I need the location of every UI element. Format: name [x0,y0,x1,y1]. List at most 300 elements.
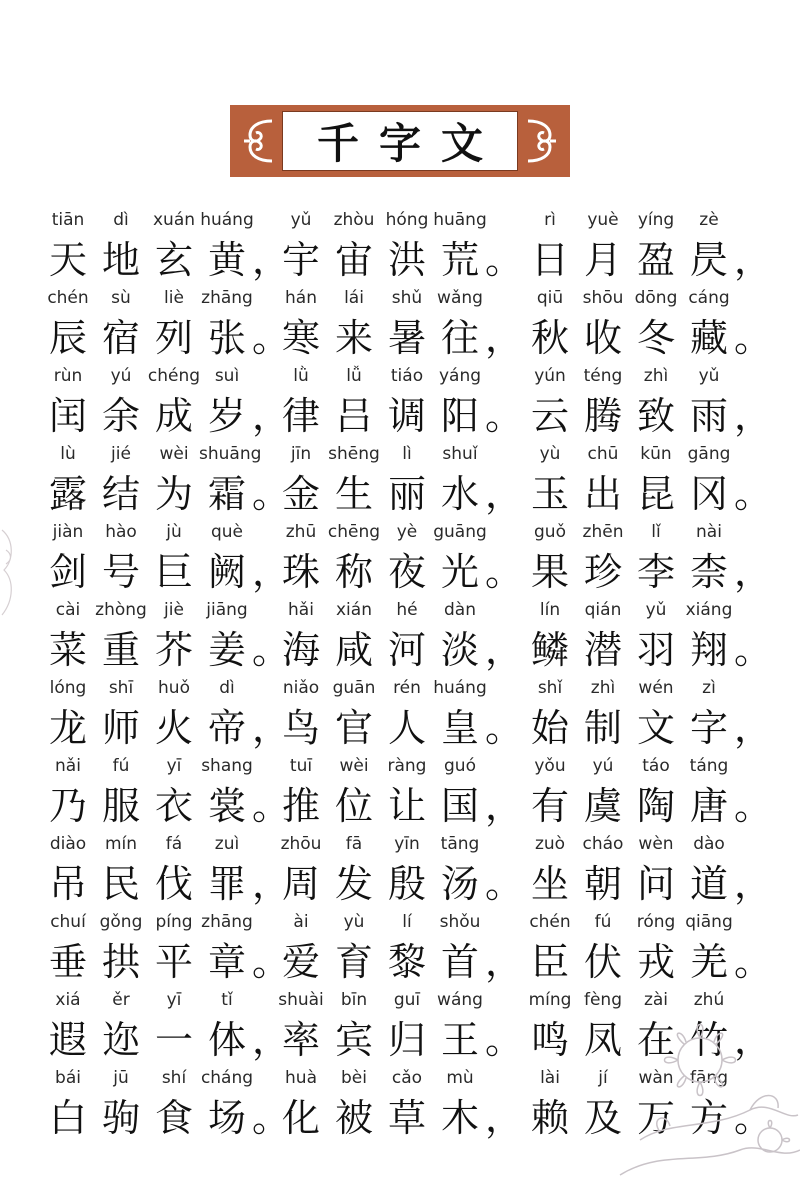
title-frame [282,111,518,171]
verse-phrase [277,366,524,444]
pinyin: míng [528,990,572,1010]
verse-phrase [277,834,524,912]
hanzi-character: 重 [101,628,140,672]
pinyin: fāng [690,1068,728,1088]
hanzi-character: 河 [387,628,426,672]
pinyin: yú [110,366,132,386]
hanzi-character: 丽 [387,472,426,516]
pinyin: nài [696,522,722,542]
hanzi-character: 冬 [636,316,675,360]
pinyin: jīn [290,444,312,464]
pinyin: yī [166,756,182,776]
pinyin: suì [214,366,240,386]
punctuation: 。 [734,940,773,984]
pinyin: chén [47,288,89,308]
pinyin: yú [592,756,614,776]
hanzi-character: 育 [334,940,373,984]
hanzi-character: 潜 [583,628,622,672]
pinyin: jū [113,1068,129,1088]
hanzi-character: 剑 [48,550,87,594]
hanzi-character: 汤 [440,862,479,906]
hanzi-character: 鳞 [530,628,569,672]
hanzi-character: 发 [334,862,373,906]
pinyin: yè [396,522,418,542]
pinyin: zhú [693,990,725,1010]
hanzi-character: 朝 [583,862,622,906]
hanzi-character: 辰 [48,316,87,360]
pinyin: xiá [55,990,81,1010]
pinyin: xián [336,600,372,620]
pinyin: dōng [634,288,678,308]
hanzi-character: 张 [207,316,246,360]
hanzi-character: 让 [387,784,426,828]
hanzi-character: 宇 [281,238,320,282]
pinyin: chuí [50,912,86,932]
verse-phrase [44,444,291,522]
pinyin: shǒu [439,912,481,932]
pinyin: kūn [640,444,672,464]
hanzi-character: 月 [583,238,622,282]
verse-line [0,834,800,912]
hanzi-character: 白 [48,1096,87,1140]
hanzi-character: 寒 [281,316,320,360]
pinyin: niǎo [282,678,320,698]
pinyin: ài [293,912,309,932]
hanzi-character: 果 [530,550,569,594]
hanzi-character: 吕 [334,394,373,438]
hanzi-character: 姜 [207,628,246,672]
pinyin: gǒng [99,912,143,932]
hanzi-character: 唐 [689,784,728,828]
hanzi-character: 淡 [440,628,479,672]
hanzi-character: 在 [636,1018,675,1062]
hanzi-character: 竹 [689,1018,728,1062]
hanzi-character: 裳 [207,784,246,828]
verse-phrase [526,210,773,288]
verse-phrase [526,678,773,756]
pinyin: zuò [534,834,566,854]
hanzi-character: 臣 [530,940,569,984]
hanzi-character: 称 [334,550,373,594]
hanzi-character: 洪 [387,238,426,282]
verse-line [0,912,800,990]
verse-phrase [277,444,524,522]
hanzi-character: 字 [689,706,728,750]
pinyin: shuài [278,990,324,1010]
pinyin: guǒ [534,522,566,542]
hanzi-character: 被 [334,1096,373,1140]
verse-phrase [526,912,773,990]
pinyin: zhì [643,366,669,386]
pinyin: wǎng [437,288,483,308]
hanzi-character: 宾 [334,1018,373,1062]
pinyin: dì [113,210,129,230]
pinyin: jiāng [206,600,248,620]
hanzi-character: 玉 [530,472,569,516]
hanzi-character: 光 [440,550,479,594]
hanzi-character: 伐 [154,862,193,906]
pinyin: yǔ [698,366,720,386]
hanzi-character: 民 [101,862,140,906]
pinyin: yíng [637,210,675,230]
pinyin: jié [111,444,131,464]
hanzi-character: 羌 [689,940,728,984]
pinyin: sù [111,288,131,308]
hanzi-character: 水 [440,472,479,516]
pinyin: ěr [112,990,130,1010]
pinyin: què [210,522,244,542]
hanzi-character: 食 [154,1096,193,1140]
punctuation: ， [252,550,291,594]
pinyin: lí [402,912,412,932]
verse-line [0,210,800,288]
pinyin: píng [155,912,193,932]
hanzi-character: 首 [440,940,479,984]
pinyin: tuī [289,756,313,776]
hanzi-character: 虞 [583,784,622,828]
punctuation: ， [485,1096,524,1140]
hanzi-character: 位 [334,784,373,828]
pinyin: cǎo [391,1068,423,1088]
hanzi-character: 调 [387,394,426,438]
pinyin: hán [285,288,317,308]
hanzi-character: 道 [689,862,728,906]
pinyin: fā [345,834,363,854]
hanzi-character: 菜 [48,628,87,672]
verse-phrase [44,366,291,444]
pinyin: táo [642,756,670,776]
pinyin: zì [702,678,716,698]
hanzi-character: 服 [101,784,140,828]
hanzi-character: 李 [636,550,675,594]
verse-line [0,288,800,366]
pinyin: qián [584,600,622,620]
hanzi-character: 推 [281,784,320,828]
punctuation: ， [734,238,773,282]
hanzi-character: 坐 [530,862,569,906]
pinyin: mù [446,1068,474,1088]
verse-phrase [277,756,524,834]
pinyin: liè [164,288,184,308]
hanzi-character: 拱 [101,940,140,984]
hanzi-character: 赖 [530,1096,569,1140]
hanzi-character: 遐 [48,1018,87,1062]
pinyin: dàn [444,600,476,620]
verse-phrase [277,288,524,366]
hanzi-character: 体 [207,1018,246,1062]
pinyin: jiàn [52,522,84,542]
hanzi-character: 律 [281,394,320,438]
hanzi-character: 宙 [334,238,373,282]
hanzi-character: 鸣 [530,1018,569,1062]
punctuation: ， [252,394,291,438]
pinyin: yù [343,912,365,932]
verse-line [0,522,800,600]
hanzi-character: 爱 [281,940,320,984]
punctuation: ， [734,394,773,438]
pinyin: wèi [159,444,189,464]
punctuation: ， [734,550,773,594]
pinyin: xuán [152,210,196,230]
pinyin: jiè [164,600,184,620]
hanzi-character: 周 [281,862,320,906]
hanzi-character: 木 [440,1096,479,1140]
punctuation: ， [252,1018,291,1062]
verse-phrase [277,990,524,1068]
punctuation: 。 [734,1096,773,1140]
verse-line [0,756,800,834]
hanzi-character: 珍 [583,550,622,594]
hanzi-character: 制 [583,706,622,750]
pinyin: zhòu [333,210,375,230]
punctuation: 。 [252,472,291,516]
pinyin: lì [402,444,412,464]
pinyin: shuāng [199,444,262,464]
pinyin: tiáo [390,366,424,386]
page-title: 千字文 [316,119,503,168]
hanzi-character: 方 [689,1096,728,1140]
pinyin: guó [444,756,476,776]
hanzi-character: 出 [583,472,622,516]
pinyin: diào [49,834,87,854]
hanzi-character: 始 [530,706,569,750]
pinyin: cháo [582,834,624,854]
hanzi-character: 国 [440,784,479,828]
hanzi-character: 伏 [583,940,622,984]
pinyin: dì [219,678,235,698]
punctuation: 。 [485,550,524,594]
pinyin: fú [112,756,130,776]
hanzi-character: 往 [440,316,479,360]
pinyin: shí [161,1068,187,1088]
hanzi-character: 云 [530,394,569,438]
pinyin: tāng [440,834,480,854]
hanzi-character: 玄 [154,238,193,282]
hanzi-character: 陶 [636,784,675,828]
verse-line [0,990,800,1068]
pinyin: wèi [339,756,369,776]
hanzi-character: 驹 [101,1096,140,1140]
hanzi-character: 文 [636,706,675,750]
pinyin: zuì [214,834,240,854]
verse-phrase [526,990,773,1068]
punctuation: 。 [734,472,773,516]
verse-phrase [526,444,773,522]
verse-phrase [526,756,773,834]
pinyin: shǔ [391,288,423,308]
verse-phrase [526,288,773,366]
punctuation: 。 [485,706,524,750]
hanzi-character: 地 [101,238,140,282]
punctuation: ， [734,1018,773,1062]
pinyin: shī [108,678,134,698]
hanzi-character: 王 [440,1018,479,1062]
pinyin: fèng [583,990,622,1010]
pinyin: zhū [285,522,317,542]
pinyin: qiū [536,288,564,308]
punctuation: 。 [485,394,524,438]
hanzi-character: 皇 [440,706,479,750]
hanzi-character: 平 [154,940,193,984]
hanzi-character: 秋 [530,316,569,360]
pinyin: jí [598,1068,608,1088]
hanzi-character: 列 [154,316,193,360]
pinyin: shōu [582,288,624,308]
hanzi-character: 化 [281,1096,320,1140]
punctuation: ， [252,706,291,750]
pinyin: yīn [394,834,420,854]
hanzi-character: 鸟 [281,706,320,750]
punctuation: ， [485,784,524,828]
pinyin: zhēn [582,522,624,542]
pinyin: guāng [433,522,487,542]
hanzi-character: 龙 [48,706,87,750]
hanzi-character: 帝 [207,706,246,750]
pinyin: lǜ [293,366,309,386]
hanzi-character: 夜 [387,550,426,594]
pinyin: guān [332,678,376,698]
hanzi-character: 岁 [207,394,246,438]
pinyin: rén [393,678,421,698]
punctuation: 。 [252,316,291,360]
pinyin: rùn [53,366,83,386]
pinyin: hé [396,600,418,620]
hanzi-character: 盈 [636,238,675,282]
hanzi-character: 闰 [48,394,87,438]
pinyin: fá [165,834,183,854]
punctuation: 。 [252,1096,291,1140]
pinyin: zhāng [201,288,253,308]
hanzi-character: 黎 [387,940,426,984]
verse-phrase [526,522,773,600]
pinyin: rì [544,210,556,230]
cloud-scroll-ornament-icon [238,115,278,167]
pinyin: zhāng [201,912,253,932]
hanzi-character: 凤 [583,1018,622,1062]
pinyin: shēng [328,444,380,464]
pinyin: xiáng [685,600,733,620]
verse-phrase [277,600,524,678]
punctuation: 。 [734,628,773,672]
hanzi-character: 致 [636,394,675,438]
hanzi-character: 章 [207,940,246,984]
pinyin: huǒ [158,678,190,698]
pinyin: dào [693,834,725,854]
hanzi-character: 戎 [636,940,675,984]
hanzi-character: 冈 [689,472,728,516]
hanzi-character: 及 [583,1096,622,1140]
hanzi-character: 阳 [440,394,479,438]
pinyin: jù [166,522,182,542]
pinyin: yǒu [534,756,566,776]
pinyin: chū [587,444,619,464]
pinyin: shuǐ [442,444,478,464]
punctuation: ， [485,472,524,516]
hanzi-character: 率 [281,1018,320,1062]
hanzi-character: 收 [583,316,622,360]
verse-line [0,678,800,756]
hanzi-character: 珠 [281,550,320,594]
pinyin: róng [636,912,676,932]
verse-phrase [44,834,291,912]
pinyin: lín [539,600,561,620]
pinyin: bèi [341,1068,367,1088]
pinyin: hǎi [288,600,314,620]
hanzi-character: 结 [101,472,140,516]
punctuation: 。 [252,784,291,828]
punctuation: ， [485,316,524,360]
hanzi-character: 来 [334,316,373,360]
pinyin: yún [534,366,566,386]
pinyin: wén [638,678,674,698]
pinyin: huà [285,1068,317,1088]
hanzi-character: 生 [334,472,373,516]
pinyin: cài [55,600,81,620]
pinyin: qiāng [685,912,733,932]
punctuation: ， [252,862,291,906]
hanzi-character: 咸 [334,628,373,672]
punctuation: ， [485,940,524,984]
pinyin: hóng [385,210,429,230]
verse-line [0,600,800,678]
hanzi-character: 荒 [440,238,479,282]
pinyin: zhōu [280,834,322,854]
hanzi-character: 殷 [387,862,426,906]
punctuation: ， [252,238,291,282]
hanzi-character: 宿 [101,316,140,360]
verse-phrase [44,522,291,600]
hanzi-character: 暑 [387,316,426,360]
hanzi-character: 官 [334,706,373,750]
verse-phrase [277,210,524,288]
hanzi-character: 藏 [689,316,728,360]
verse-phrase [44,288,291,366]
verse-phrase [44,1068,291,1146]
hanzi-character: 雨 [689,394,728,438]
hanzi-character: 日 [530,238,569,282]
pinyin: yǔ [645,600,667,620]
pinyin: mín [104,834,138,854]
hanzi-character: 昃 [689,238,728,282]
pinyin: huáng [433,678,487,698]
verse-phrase [526,366,773,444]
verse-line [0,1068,800,1146]
hanzi-character: 垂 [48,940,87,984]
pinyin: fú [594,912,612,932]
hanzi-character: 腾 [583,394,622,438]
verse-phrase [44,678,291,756]
hanzi-character: 翔 [689,628,728,672]
verse-line [0,444,800,522]
pinyin: cháng [200,1068,254,1088]
verse-phrase [277,1068,524,1146]
pinyin: zhì [590,678,616,698]
verse-phrase [526,600,773,678]
pinyin: huáng [200,210,254,230]
verse-phrase [44,756,291,834]
pinyin: yù [539,444,561,464]
punctuation: 。 [734,784,773,828]
hanzi-character: 天 [48,238,87,282]
pinyin: chén [529,912,571,932]
verse-phrase [277,678,524,756]
hanzi-character: 万 [636,1096,675,1140]
hanzi-character: 问 [636,862,675,906]
pinyin: shǐ [537,678,563,698]
pinyin: lóng [49,678,87,698]
pinyin: chēng [327,522,381,542]
hanzi-character: 火 [154,706,193,750]
